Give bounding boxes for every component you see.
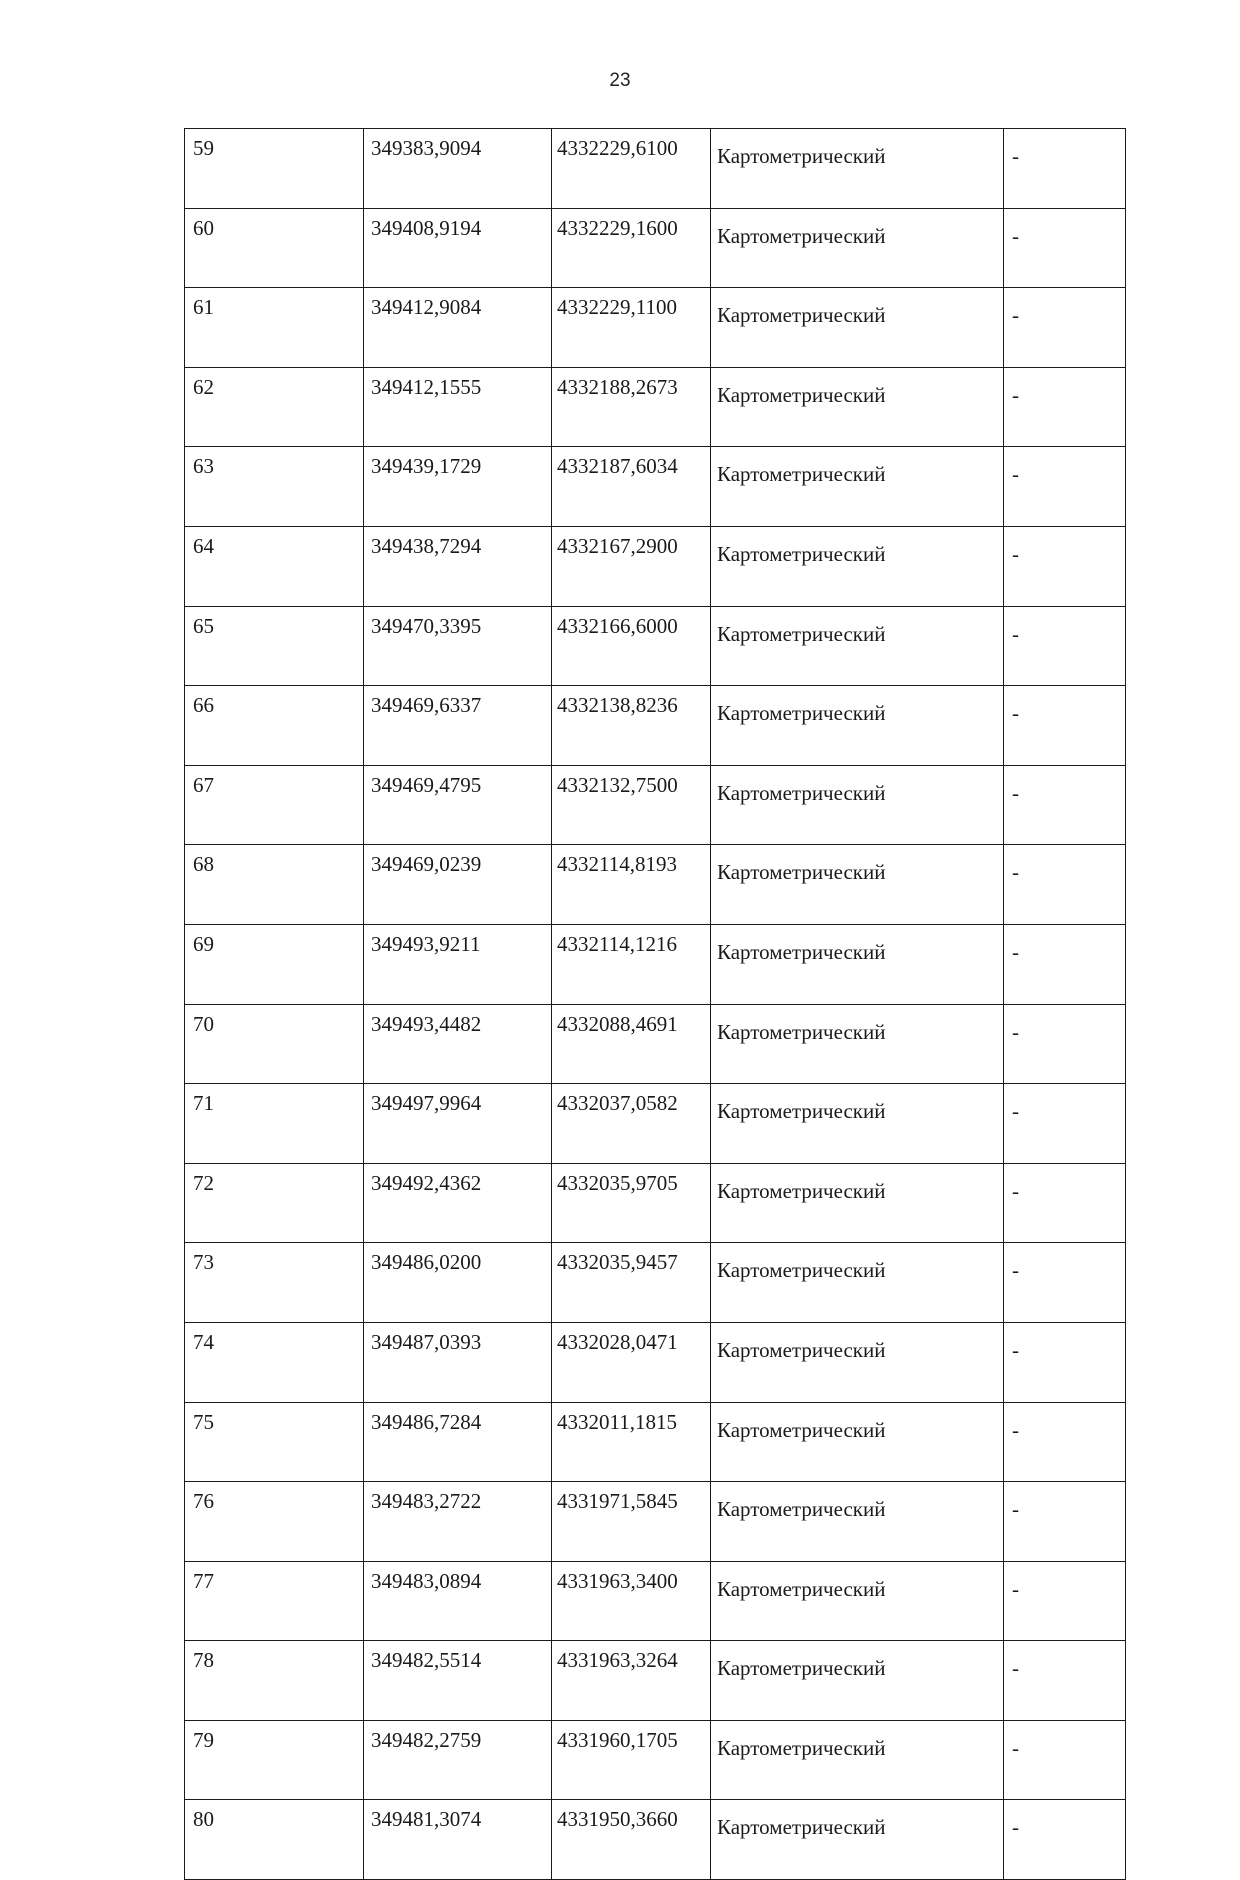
note-cell: - xyxy=(1004,1402,1126,1482)
method-cell: Картометрический xyxy=(711,1243,1004,1323)
point-number-cell: 72 xyxy=(185,1163,364,1243)
x-coordinate-cell: 349469,4795 xyxy=(364,765,552,845)
point-number-cell: 70 xyxy=(185,1004,364,1084)
x-coordinate-cell: 349492,4362 xyxy=(364,1163,552,1243)
y-coordinate-cell: 4332132,7500 xyxy=(552,765,711,845)
x-coordinate-cell: 349412,9084 xyxy=(364,288,552,368)
y-coordinate-cell: 4332187,6034 xyxy=(552,447,711,527)
x-coordinate-cell: 349486,7284 xyxy=(364,1402,552,1482)
table-row xyxy=(185,1561,1126,1641)
y-coordinate-cell: 4332188,2673 xyxy=(552,367,711,447)
point-number-cell: 65 xyxy=(185,606,364,686)
note-cell: - xyxy=(1004,765,1126,845)
table-row xyxy=(185,606,1126,686)
method-cell: Картометрический xyxy=(711,606,1004,686)
note-cell: - xyxy=(1004,1482,1126,1562)
method-cell: Картометрический xyxy=(711,845,1004,925)
note-cell: - xyxy=(1004,1720,1126,1800)
y-coordinate-cell: 4332035,9705 xyxy=(552,1163,711,1243)
x-coordinate-cell: 349487,0393 xyxy=(364,1322,552,1402)
coordinates-table-body xyxy=(185,129,1126,1880)
table-row xyxy=(185,447,1126,527)
x-coordinate-cell: 349493,9211 xyxy=(364,924,552,1004)
point-number-cell: 77 xyxy=(185,1561,364,1641)
method-cell: Картометрический xyxy=(711,1641,1004,1721)
x-coordinate-cell: 349483,0894 xyxy=(364,1561,552,1641)
note-cell: - xyxy=(1004,606,1126,686)
method-cell: Картометрический xyxy=(711,526,1004,606)
point-number-cell: 75 xyxy=(185,1402,364,1482)
point-number-cell: 60 xyxy=(185,208,364,288)
table-row xyxy=(185,686,1126,766)
table-row xyxy=(185,208,1126,288)
table-row xyxy=(185,129,1126,209)
x-coordinate-cell: 349408,9194 xyxy=(364,208,552,288)
point-number-cell: 69 xyxy=(185,924,364,1004)
note-cell: - xyxy=(1004,1163,1126,1243)
point-number-cell: 66 xyxy=(185,686,364,766)
note-cell: - xyxy=(1004,686,1126,766)
y-coordinate-cell: 4332167,2900 xyxy=(552,526,711,606)
point-number-cell: 80 xyxy=(185,1800,364,1880)
note-cell: - xyxy=(1004,288,1126,368)
point-number-cell: 67 xyxy=(185,765,364,845)
method-cell: Картометрический xyxy=(711,367,1004,447)
note-cell: - xyxy=(1004,1084,1126,1164)
method-cell: Картометрический xyxy=(711,1322,1004,1402)
method-cell: Картометрический xyxy=(711,686,1004,766)
point-number-cell: 73 xyxy=(185,1243,364,1323)
x-coordinate-cell: 349483,2722 xyxy=(364,1482,552,1562)
note-cell: - xyxy=(1004,1243,1126,1323)
coordinates-table xyxy=(184,128,1126,1880)
method-cell: Картометрический xyxy=(711,1561,1004,1641)
table-row xyxy=(185,924,1126,1004)
table-row xyxy=(185,1163,1126,1243)
table-row xyxy=(185,1084,1126,1164)
method-cell: Картометрический xyxy=(711,1402,1004,1482)
y-coordinate-cell: 4332114,1216 xyxy=(552,924,711,1004)
y-coordinate-cell: 4331950,3660 xyxy=(552,1800,711,1880)
x-coordinate-cell: 349481,3074 xyxy=(364,1800,552,1880)
table-row xyxy=(185,526,1126,606)
table-row xyxy=(185,1322,1126,1402)
method-cell: Картометрический xyxy=(711,1800,1004,1880)
method-cell: Картометрический xyxy=(711,447,1004,527)
x-coordinate-cell: 349438,7294 xyxy=(364,526,552,606)
table-row xyxy=(185,1402,1126,1482)
method-cell: Картометрический xyxy=(711,288,1004,368)
point-number-cell: 59 xyxy=(185,129,364,209)
method-cell: Картометрический xyxy=(711,1482,1004,1562)
point-number-cell: 78 xyxy=(185,1641,364,1721)
y-coordinate-cell: 4331960,1705 xyxy=(552,1720,711,1800)
method-cell: Картометрический xyxy=(711,1163,1004,1243)
note-cell: - xyxy=(1004,129,1126,209)
x-coordinate-cell: 349482,5514 xyxy=(364,1641,552,1721)
method-cell: Картометрический xyxy=(711,129,1004,209)
table-row xyxy=(185,1482,1126,1562)
y-coordinate-cell: 4332229,6100 xyxy=(552,129,711,209)
y-coordinate-cell: 4332035,9457 xyxy=(552,1243,711,1323)
y-coordinate-cell: 4332138,8236 xyxy=(552,686,711,766)
y-coordinate-cell: 4332088,4691 xyxy=(552,1004,711,1084)
note-cell: - xyxy=(1004,924,1126,1004)
y-coordinate-cell: 4332037,0582 xyxy=(552,1084,711,1164)
table-row xyxy=(185,1004,1126,1084)
method-cell: Картометрический xyxy=(711,208,1004,288)
note-cell: - xyxy=(1004,1641,1126,1721)
point-number-cell: 76 xyxy=(185,1482,364,1562)
point-number-cell: 61 xyxy=(185,288,364,368)
table-row xyxy=(185,845,1126,925)
x-coordinate-cell: 349439,1729 xyxy=(364,447,552,527)
method-cell: Картометрический xyxy=(711,1084,1004,1164)
x-coordinate-cell: 349412,1555 xyxy=(364,367,552,447)
note-cell: - xyxy=(1004,845,1126,925)
note-cell: - xyxy=(1004,447,1126,527)
x-coordinate-cell: 349383,9094 xyxy=(364,129,552,209)
note-cell: - xyxy=(1004,367,1126,447)
method-cell: Картометрический xyxy=(711,924,1004,1004)
x-coordinate-cell: 349493,4482 xyxy=(364,1004,552,1084)
y-coordinate-cell: 4332229,1600 xyxy=(552,208,711,288)
table-row xyxy=(185,288,1126,368)
y-coordinate-cell: 4331971,5845 xyxy=(552,1482,711,1562)
page-number: 23 xyxy=(609,70,631,91)
y-coordinate-cell: 4332166,6000 xyxy=(552,606,711,686)
x-coordinate-cell: 349470,3395 xyxy=(364,606,552,686)
method-cell: Картометрический xyxy=(711,1720,1004,1800)
point-number-cell: 71 xyxy=(185,1084,364,1164)
table-row xyxy=(185,1720,1126,1800)
point-number-cell: 74 xyxy=(185,1322,364,1402)
y-coordinate-cell: 4332011,1815 xyxy=(552,1402,711,1482)
y-coordinate-cell: 4331963,3400 xyxy=(552,1561,711,1641)
method-cell: Картометрический xyxy=(711,765,1004,845)
point-number-cell: 79 xyxy=(185,1720,364,1800)
point-number-cell: 64 xyxy=(185,526,364,606)
note-cell: - xyxy=(1004,1322,1126,1402)
point-number-cell: 63 xyxy=(185,447,364,527)
y-coordinate-cell: 4332028,0471 xyxy=(552,1322,711,1402)
x-coordinate-cell: 349486,0200 xyxy=(364,1243,552,1323)
table-row xyxy=(185,765,1126,845)
y-coordinate-cell: 4332229,1100 xyxy=(552,288,711,368)
table-row xyxy=(185,1243,1126,1323)
table-row xyxy=(185,367,1126,447)
x-coordinate-cell: 349497,9964 xyxy=(364,1084,552,1164)
x-coordinate-cell: 349469,6337 xyxy=(364,686,552,766)
point-number-cell: 62 xyxy=(185,367,364,447)
note-cell: - xyxy=(1004,526,1126,606)
x-coordinate-cell: 349469,0239 xyxy=(364,845,552,925)
note-cell: - xyxy=(1004,1800,1126,1880)
table-row xyxy=(185,1641,1126,1721)
y-coordinate-cell: 4332114,8193 xyxy=(552,845,711,925)
note-cell: - xyxy=(1004,208,1126,288)
note-cell: - xyxy=(1004,1561,1126,1641)
x-coordinate-cell: 349482,2759 xyxy=(364,1720,552,1800)
table-row xyxy=(185,1800,1126,1880)
note-cell: - xyxy=(1004,1004,1126,1084)
point-number-cell: 68 xyxy=(185,845,364,925)
y-coordinate-cell: 4331963,3264 xyxy=(552,1641,711,1721)
method-cell: Картометрический xyxy=(711,1004,1004,1084)
